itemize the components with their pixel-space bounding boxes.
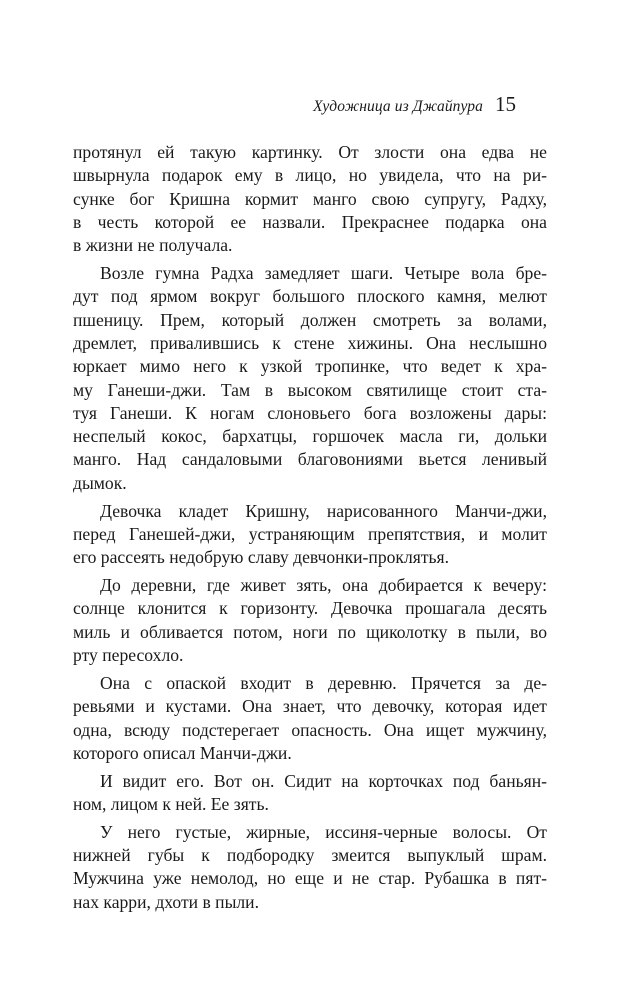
paragraph	[73, 141, 547, 257]
paragraph	[73, 770, 547, 817]
page-number: 15	[495, 92, 516, 116]
text-line: дремлет, привалившись к стене хижины. Она неслышно	[73, 332, 547, 353]
text-line: сунке бог Кришна кормит манго свою супругу, Радху,	[73, 188, 547, 209]
paragraph	[73, 500, 547, 570]
text-line: Девочка кладет Кришну, нарисованного Манчи-джи,	[100, 500, 547, 521]
running-title: Художница из Джайпура	[313, 98, 483, 115]
running-head	[313, 92, 516, 117]
text-line: неспелый кокос, бархатцы, горшочек масла ги, дольки	[73, 426, 547, 447]
text-line: ном, лицом к ней. Ее зять.	[73, 793, 269, 814]
paragraph	[73, 821, 547, 914]
text-line: Она с опаской входит в деревню. Прячется за де-	[100, 672, 547, 693]
text-line: перед Ганешей-джи, устраняющим препятствия, и молит	[73, 523, 547, 544]
text-line: которого описал Манчи-джи.	[73, 742, 292, 763]
text-line: в честь которой ее назвали. Прекраснее подарка она	[73, 211, 547, 232]
text-line: туя Ганеши. К ногам слоновьего бога возложены дары:	[73, 402, 547, 423]
paragraph	[73, 262, 547, 495]
text-line: швырнула подарок ему в лицо, но увидела, что на ри-	[73, 165, 547, 186]
text-line: одна, всюду подстерегает опасность. Она ищет мужчину,	[73, 719, 547, 740]
text-line: До деревни, где живет зять, она добирается к вечеру:	[100, 575, 547, 596]
text-line: Мужчина уже немолод, но еще и не стар. Рубашка в пят-	[73, 868, 547, 889]
text-line: му Ганеши-джи. Там в высоком святилище стоит ста-	[73, 379, 547, 400]
text-line: У него густые, жирные, иссиня-черные волосы. От	[100, 821, 547, 842]
text-line: рту пересохло.	[73, 645, 184, 666]
text-line: дымок.	[73, 472, 127, 493]
text-line: ревьями и кустами. Она знает, что девочку, которая идет	[73, 696, 547, 717]
text-line: солнце клонится к горизонту. Девочка прошагала десять	[73, 598, 547, 619]
text-line: нах карри, дхоти в пыли.	[73, 891, 259, 912]
paragraph	[73, 672, 547, 765]
text-line: его рассеять недобрую славу девчонки-проклятья.	[73, 547, 450, 568]
text-line: манго. Над сандаловыми благовониями вьется ленивый	[73, 449, 547, 470]
text-line: в жизни не получала.	[73, 235, 233, 256]
text-line: миль и обливается потом, ноги по щиколотку в пыли, во	[73, 621, 547, 642]
text-line: нижней губы к подбородку змеится выпуклый шрам.	[73, 845, 547, 866]
text-line: пшеницу. Прем, который должен смотреть за волами,	[73, 309, 547, 330]
text-line: юркает мимо него к узкой тропинке, что ведет к хра-	[73, 356, 547, 377]
body-text	[73, 141, 547, 914]
text-line: дут под ярмом вокруг большого плоского камня, мелют	[73, 286, 547, 307]
text-line: И видит его. Вот он. Сидит на корточках под баньян-	[100, 770, 547, 791]
text-line: протянул ей такую картинку. От злости она едва не	[73, 142, 547, 162]
paragraph	[73, 574, 547, 667]
text-line: Возле гумна Радха замедляет шаги. Четыре вола бре-	[100, 263, 547, 284]
